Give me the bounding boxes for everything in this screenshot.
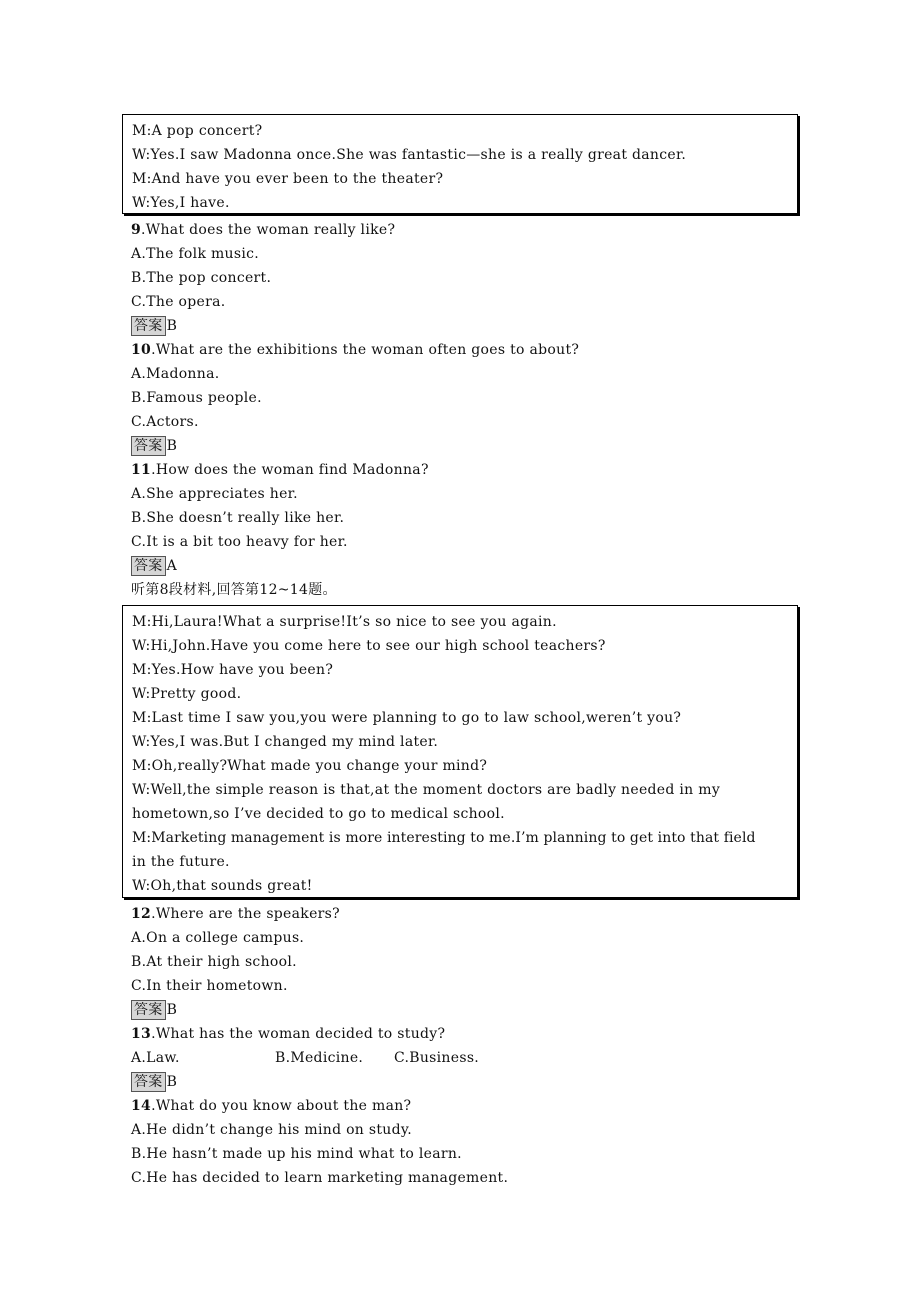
question-11 — [131, 458, 811, 482]
question-13 — [131, 1022, 811, 1046]
question-text: .Where are the speakers? — [151, 906, 340, 922]
question-text: .What are the exhibitions the woman often goes to about? — [151, 342, 580, 358]
dialogue-line: W:Yes,I was.But I changed my mind later. — [132, 734, 439, 750]
option: A.He didn’t change his mind on study. — [131, 1122, 412, 1138]
answer-tag: 答案 — [131, 1072, 166, 1092]
option: B.Medicine. — [275, 1050, 364, 1066]
answer-value: A — [166, 558, 178, 574]
question-number: 13 — [131, 1026, 152, 1042]
dialogue-line: M:Hi,Laura!What a surprise!It’s so nice to see you again. — [132, 614, 557, 630]
question-number: 14 — [131, 1098, 152, 1114]
question-text: .How does the woman find Madonna? — [151, 462, 429, 478]
question-14 — [131, 1094, 811, 1118]
option: C.He has decided to learn marketing management. — [131, 1170, 509, 1186]
answer-tag: 答案 — [131, 1000, 166, 1020]
option: B.The pop concert. — [131, 270, 272, 286]
dialogue-line: W:Hi,John.Have you come here to see our high school teachers? — [132, 638, 606, 654]
option: C.Actors. — [131, 414, 199, 430]
option-row — [131, 1046, 811, 1070]
answer-tag: 答案 — [131, 556, 166, 576]
dialogue-line: W:Yes,I have. — [132, 195, 230, 211]
question-10 — [131, 338, 811, 362]
dialogue-line: M:A pop concert? — [132, 123, 263, 139]
answer-value: B — [166, 1002, 178, 1018]
option: A.The folk music. — [131, 246, 260, 262]
option: A.Madonna. — [131, 366, 220, 382]
option: B.She doesn’t really like her. — [131, 510, 345, 526]
dialogue-line: M:Oh,really?What made you change your mind? — [132, 758, 488, 774]
answer-row — [131, 314, 811, 338]
dialogue-line: in the future. — [132, 854, 230, 870]
option: C.In their hometown. — [131, 978, 288, 994]
dialogue-box-1 — [122, 114, 798, 214]
option: A.She appreciates her. — [131, 486, 298, 502]
answer-value: B — [166, 438, 178, 454]
question-12 — [131, 902, 811, 926]
dialogue-line: M:Marketing management is more interesting to me.I’m planning to get into that field — [132, 830, 756, 846]
questions-9-11 — [131, 218, 811, 602]
question-text: .What has the woman decided to study? — [151, 1026, 446, 1042]
question-text: .What do you know about the man? — [151, 1098, 412, 1114]
answer-value: B — [166, 318, 178, 334]
dialogue-line: M:Last time I saw you,you were planning to go to law school,weren’t you? — [132, 710, 682, 726]
dialogue-line: W:Pretty good. — [132, 686, 242, 702]
option: C.The opera. — [131, 294, 226, 310]
answer-row — [131, 434, 811, 458]
question-number: 10 — [131, 342, 152, 358]
dialogue-line: M:Yes.How have you been? — [132, 662, 334, 678]
option: C.It is a bit too heavy for her. — [131, 534, 348, 550]
dialogue-line: W:Yes.I saw Madonna once.She was fantastic—she is a really great dancer. — [132, 147, 687, 163]
dialogue-line: M:And have you ever been to the theater? — [132, 171, 444, 187]
section-intro: 听第8段材料,回答第12~14题。 — [131, 582, 337, 598]
answer-row — [131, 1070, 811, 1094]
answer-tag: 答案 — [131, 436, 166, 456]
option: C.Business. — [394, 1050, 480, 1066]
question-number: 12 — [131, 906, 152, 922]
dialogue-line: W:Oh,that sounds great! — [132, 878, 313, 894]
questions-12-14 — [131, 902, 811, 1190]
answer-value: B — [166, 1074, 178, 1090]
option: A.Law. — [131, 1050, 180, 1066]
option: A.On a college campus. — [131, 930, 305, 946]
option: B.At their high school. — [131, 954, 297, 970]
answer-row — [131, 554, 811, 578]
dialogue-line: W:Well,the simple reason is that,at the moment doctors are badly needed in my — [132, 782, 721, 798]
question-number: 11 — [131, 462, 152, 478]
question-number: 9 — [131, 222, 142, 238]
answer-row — [131, 998, 811, 1022]
dialogue-line: hometown,so I’ve decided to go to medical school. — [132, 806, 505, 822]
option: B.Famous people. — [131, 390, 262, 406]
question-9 — [131, 218, 811, 242]
question-text: .What does the woman really like? — [141, 222, 396, 238]
dialogue-box-2 — [122, 605, 798, 898]
answer-tag: 答案 — [131, 316, 166, 336]
option: B.He hasn’t made up his mind what to learn. — [131, 1146, 462, 1162]
